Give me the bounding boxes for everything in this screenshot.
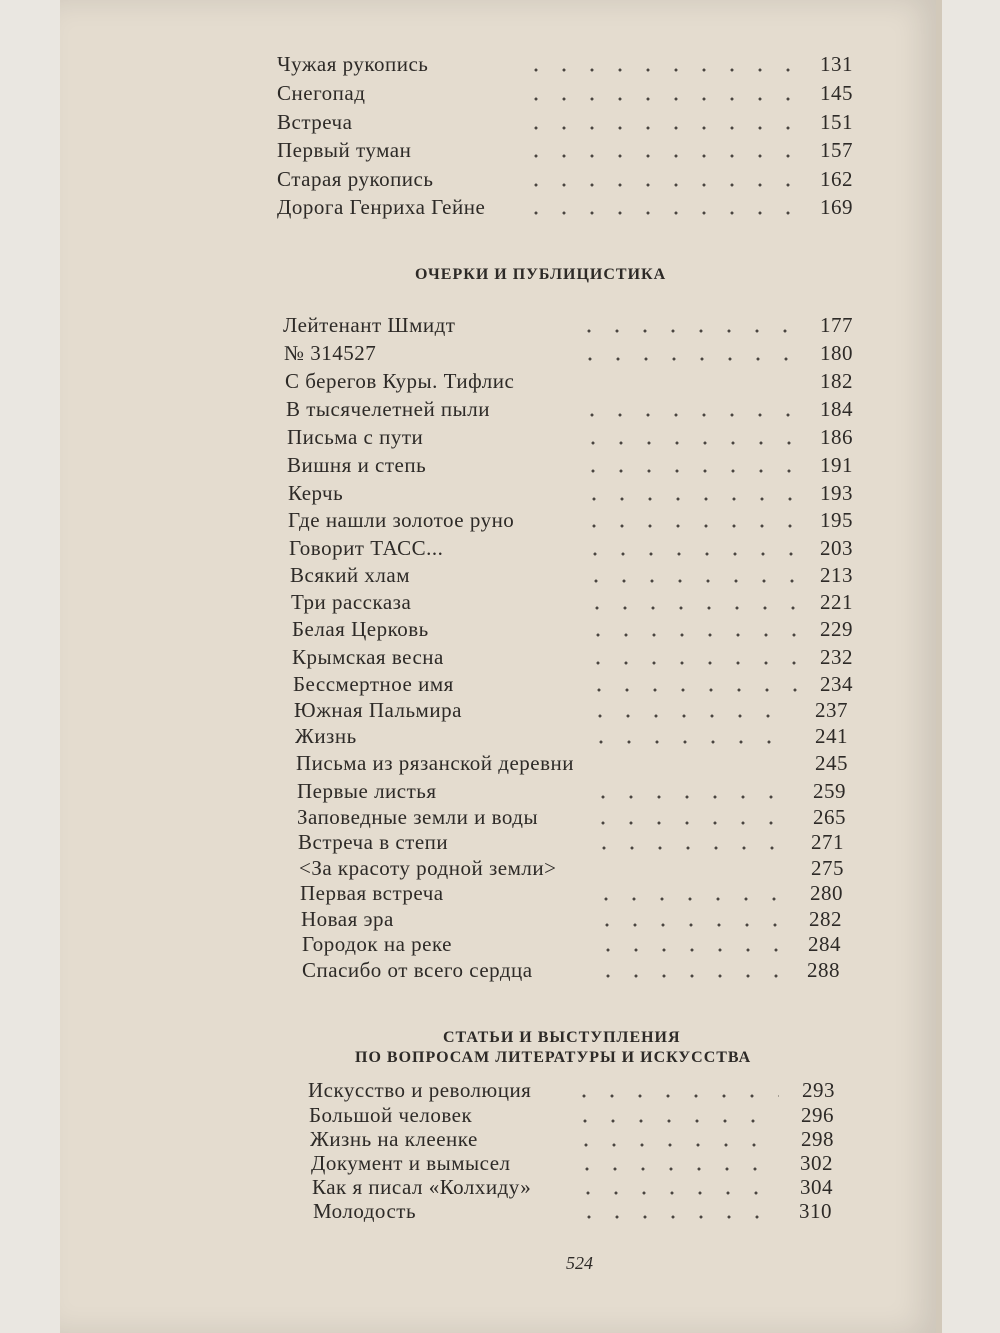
toc-entry xyxy=(292,645,853,673)
toc-entry-title: Спасибо от всего сердца xyxy=(302,958,533,982)
section-heading-articles-line1: СТАТЬИ И ВЫСТУПЛЕНИЯ xyxy=(443,1029,681,1046)
toc-entry-page: 237 xyxy=(815,698,848,722)
page-number: 524 xyxy=(566,1253,593,1273)
toc-entry xyxy=(283,313,853,341)
toc-leader-dots xyxy=(572,1143,778,1147)
toc-entry xyxy=(290,563,853,591)
toc-leader-dots xyxy=(584,661,797,665)
toc-entry xyxy=(284,341,853,369)
toc-entry-page: 288 xyxy=(807,958,840,982)
toc-entry-page: 195 xyxy=(820,508,853,532)
toc-entry xyxy=(300,881,843,909)
toc-entry-page: 271 xyxy=(811,830,844,854)
toc-entry-page: 186 xyxy=(820,425,853,449)
toc-leader-dots xyxy=(522,183,797,187)
toc-entry xyxy=(296,751,848,779)
toc-leader-dots xyxy=(590,846,788,850)
toc-leader-dots xyxy=(586,714,792,718)
toc-entry xyxy=(297,779,846,807)
toc-leader-dots xyxy=(581,552,797,556)
toc-leader-dots xyxy=(522,68,797,72)
toc-leader-dots xyxy=(575,329,797,333)
toc-entry-title: Южная Пальмира xyxy=(294,698,462,722)
toc-leader-dots xyxy=(580,497,797,501)
toc-leader-dots xyxy=(580,524,797,528)
toc-leader-dots xyxy=(579,441,797,445)
toc-leader-dots xyxy=(571,1119,778,1123)
toc-leader-dots xyxy=(579,469,797,473)
toc-entry-page: 191 xyxy=(820,453,853,477)
toc-entry xyxy=(287,453,853,481)
toc-entry-title: Снегопад xyxy=(277,81,366,105)
toc-leader-dots xyxy=(594,974,784,978)
toc-entry-title: Встреча в степи xyxy=(298,830,449,854)
toc-entry-title: Письма из рязанской деревни xyxy=(296,751,574,775)
toc-entry-title: Лейтенант Шмидт xyxy=(283,313,456,337)
page-edge xyxy=(936,0,942,1333)
toc-entry-title: Первая встреча xyxy=(300,881,444,905)
toc-entry xyxy=(308,1078,835,1106)
toc-entry-title: № 314527 xyxy=(284,341,377,365)
toc-entry-title: Вишня и степь xyxy=(287,453,427,477)
toc-entry-page: 296 xyxy=(801,1103,834,1127)
toc-entry-page: 145 xyxy=(820,81,853,105)
toc-entry-page: 193 xyxy=(820,481,853,505)
toc-entry-page: 282 xyxy=(809,907,842,931)
toc-entry xyxy=(277,81,853,109)
toc-entry xyxy=(313,1199,832,1227)
toc-entry-title: Керчь xyxy=(288,481,344,505)
toc-entry-page: 234 xyxy=(820,672,853,696)
toc-entry-title: Встреча xyxy=(277,110,353,134)
section-heading-articles-line2: ПО ВОПРОСАМ ЛИТЕРАТУРЫ И ИСКУССТВА xyxy=(355,1049,752,1066)
toc-entry xyxy=(291,590,853,618)
toc-entry-title: Заповедные земли и воды xyxy=(297,805,539,829)
toc-entry xyxy=(277,52,853,80)
toc-entry-title: Жизнь xyxy=(295,724,357,748)
toc-entry-title: Жизнь на клеенке xyxy=(310,1127,478,1151)
toc-entry-title: Три рассказа xyxy=(291,590,412,614)
toc-entry-page: 298 xyxy=(801,1127,834,1151)
toc-leader-dots xyxy=(582,579,797,583)
toc-entry-page: 245 xyxy=(815,751,848,775)
toc-entry xyxy=(302,958,840,986)
toc-entry xyxy=(299,856,844,884)
toc-entry-page: 265 xyxy=(813,805,846,829)
toc-entry-title: <За красоту родной земли> xyxy=(299,856,557,880)
toc-entry-page: 151 xyxy=(820,110,853,134)
toc-entry xyxy=(301,907,842,935)
toc-leader-dots xyxy=(592,897,787,901)
toc-leader-dots xyxy=(576,357,797,361)
toc-entry-page: 203 xyxy=(820,536,853,560)
toc-entry-page: 275 xyxy=(811,856,844,880)
toc-entry-title: Где нашли золотое руно xyxy=(288,508,515,532)
toc-entry-title: Как я писал «Колхиду» xyxy=(312,1175,532,1199)
toc-entry xyxy=(293,672,853,700)
toc-entry-page: 184 xyxy=(820,397,853,421)
toc-leader-dots xyxy=(578,413,797,417)
toc-leader-dots xyxy=(522,97,797,101)
toc-entry-page: 284 xyxy=(808,932,841,956)
toc-entry xyxy=(294,698,848,726)
toc-entry-title: Большой человек xyxy=(309,1103,473,1127)
toc-entry-title: Документ и вымысел xyxy=(311,1151,511,1175)
toc-entry-page: 241 xyxy=(815,724,848,748)
toc-entry xyxy=(292,617,853,645)
toc-entry xyxy=(286,397,853,425)
toc-entry-title: Белая Церковь xyxy=(292,617,429,641)
toc-leader-dots xyxy=(589,821,790,825)
toc-leader-dots xyxy=(575,1215,776,1219)
toc-leader-dots xyxy=(570,1094,779,1098)
toc-entry-title: Городок на реке xyxy=(302,932,452,956)
toc-entry xyxy=(277,138,853,166)
toc-entry-title: Чужая рукопись xyxy=(277,52,429,76)
toc-entry xyxy=(295,724,848,752)
toc-entry-page: 280 xyxy=(810,881,843,905)
toc-entry-title: Первый туман xyxy=(277,138,412,162)
toc-entry-page: 221 xyxy=(820,590,853,614)
toc-leader-dots xyxy=(589,795,790,799)
toc-entry xyxy=(289,536,853,564)
toc-entry-page: 169 xyxy=(820,195,853,219)
toc-leader-dots xyxy=(585,688,797,692)
toc-entry-page: 232 xyxy=(820,645,853,669)
toc-entry-page: 293 xyxy=(802,1078,835,1102)
toc-leader-dots xyxy=(583,606,797,610)
toc-leader-dots xyxy=(574,1191,777,1195)
toc-entry-title: Бессмертное имя xyxy=(293,672,454,696)
toc-entry-page: 310 xyxy=(799,1199,832,1223)
toc-entry xyxy=(298,830,844,858)
toc-entry-title: Искусство и революция xyxy=(308,1078,532,1102)
toc-entry xyxy=(297,805,846,833)
toc-entry-title: Новая эра xyxy=(301,907,394,931)
toc-entry-page: 180 xyxy=(820,341,853,365)
toc-entry xyxy=(288,508,853,536)
section-heading-essays: ОЧЕРКИ И ПУБЛИЦИСТИКА xyxy=(415,266,667,283)
toc-entry xyxy=(277,167,853,195)
toc-entry-page: 302 xyxy=(800,1151,833,1175)
toc-entry-page: 157 xyxy=(820,138,853,162)
toc-entry-page: 304 xyxy=(800,1175,833,1199)
toc-entry-page: 131 xyxy=(820,52,853,76)
toc-entry-page: 229 xyxy=(820,617,853,641)
toc-entry-page: 259 xyxy=(813,779,846,803)
toc-leader-dots xyxy=(594,948,785,952)
toc-entry-title: Молодость xyxy=(313,1199,417,1223)
toc-leader-dots xyxy=(587,740,792,744)
toc-entry-title: С берегов Куры. Тифлис xyxy=(285,369,515,393)
toc-entry-title: В тысячелетней пыли xyxy=(286,397,490,421)
toc-entry xyxy=(277,195,853,223)
toc-entry-title: Старая рукопись xyxy=(277,167,434,191)
toc-entry-title: Всякий хлам xyxy=(290,563,411,587)
toc-entry xyxy=(288,481,853,509)
toc-leader-dots xyxy=(522,154,797,158)
toc-entry xyxy=(277,110,853,138)
toc-leader-dots xyxy=(522,126,797,130)
toc-entry-title: Письма с пути xyxy=(287,425,424,449)
toc-leader-dots xyxy=(584,633,797,637)
toc-entry-title: Говорит ТАСС... xyxy=(289,536,444,560)
toc-entry-page: 177 xyxy=(820,313,853,337)
toc-entry xyxy=(285,369,853,397)
toc-entry-page: 213 xyxy=(820,563,853,587)
toc-entry-page: 162 xyxy=(820,167,853,191)
toc-leader-dots xyxy=(522,211,797,215)
toc-entry xyxy=(287,425,853,453)
toc-entry-title: Крымская весна xyxy=(292,645,444,669)
toc-entry-title: Первые листья xyxy=(297,779,437,803)
toc-entry-page: 182 xyxy=(820,369,853,393)
toc-leader-dots xyxy=(573,1167,777,1171)
toc-entry-title: Дорога Генриха Гейне xyxy=(277,195,486,219)
toc-entry xyxy=(302,932,841,960)
toc-leader-dots xyxy=(593,923,786,927)
